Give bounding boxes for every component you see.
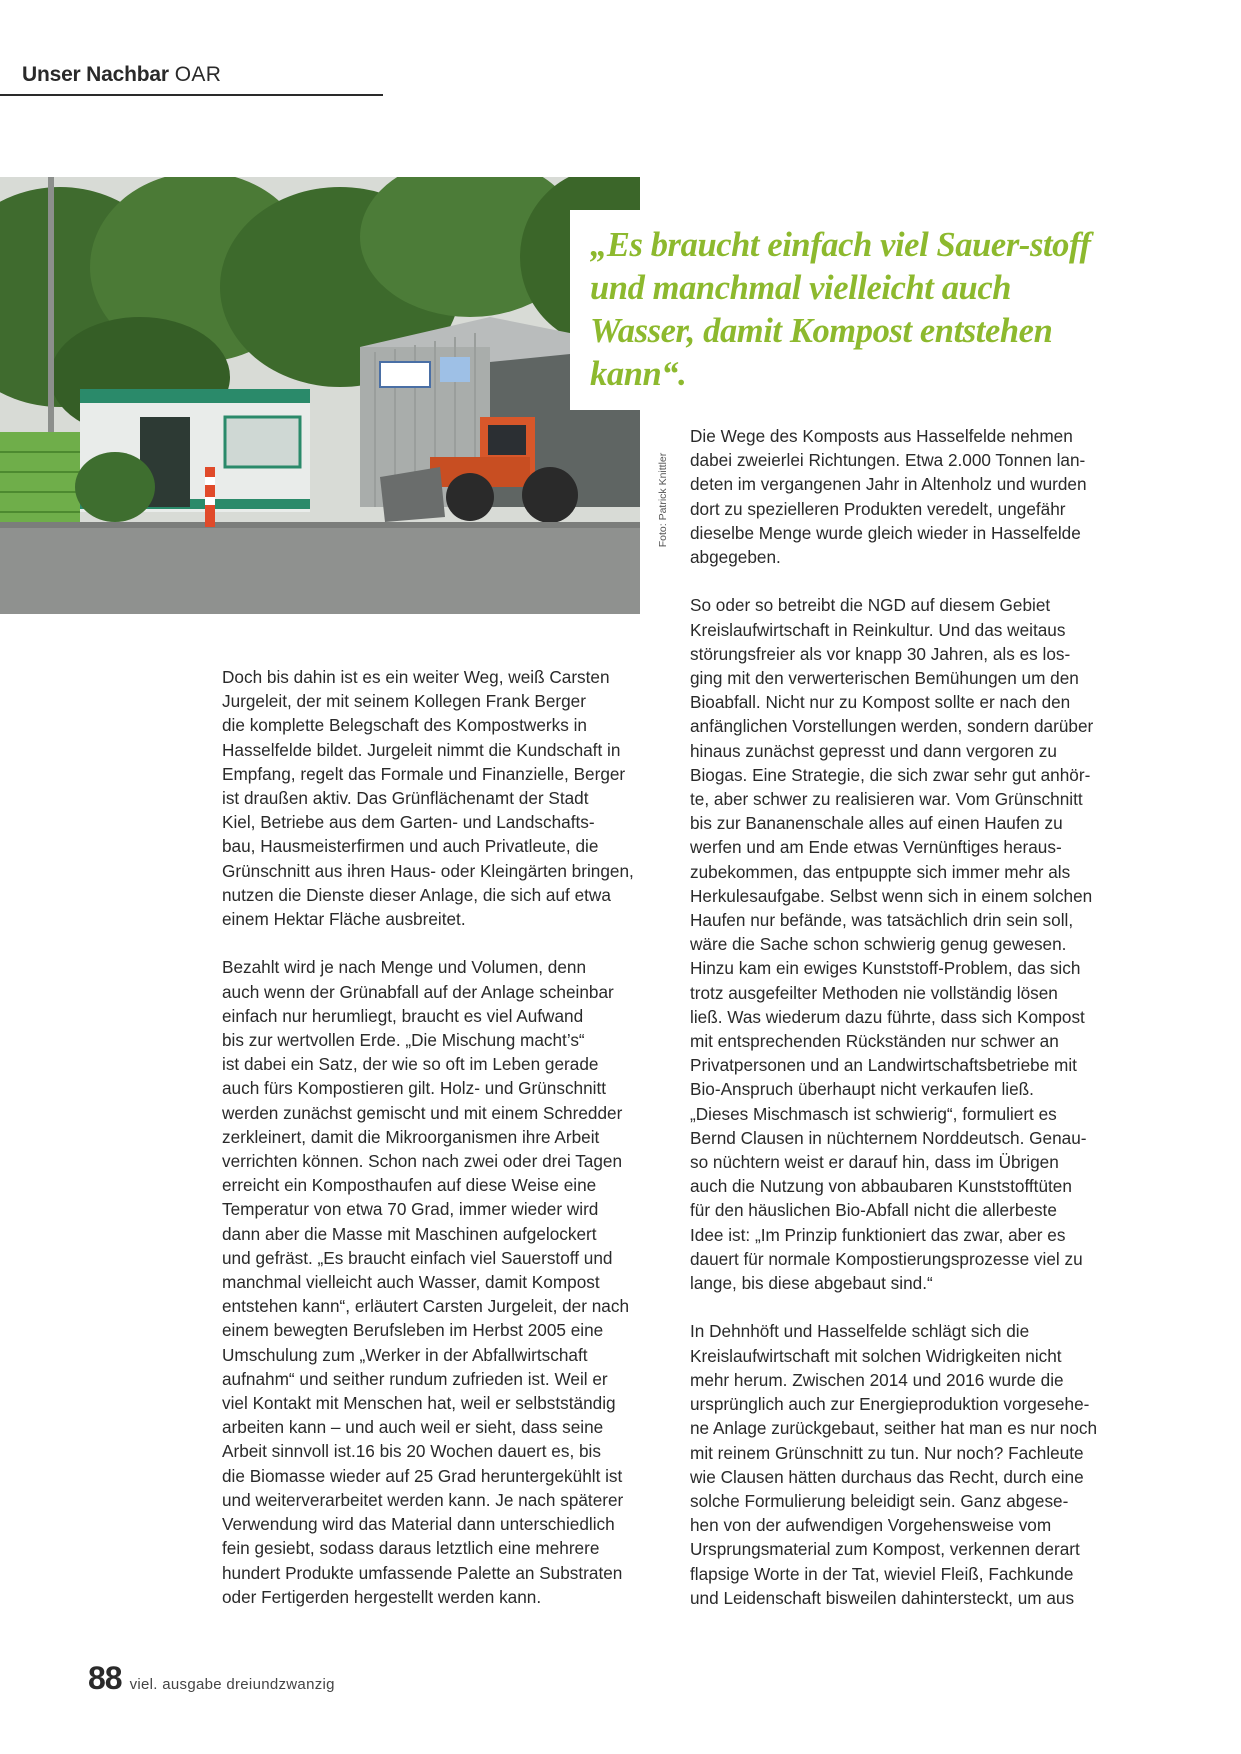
article-column-right xyxy=(690,424,1140,1634)
article-photo xyxy=(0,177,640,614)
paragraph: Doch bis dahin ist es ein weiter Weg, weiß Carsten Jurgeleit, der mit seinem Kollegen Frank Berger die komplette Belegschaft des Kompostwerks in Hasselfelde bildet. Jurgeleit nimmt die Kundschaft in Empfang, regelt das Formale und Finanzielle, Berger ist draußen aktiv. Das Grünflächenamt der Stadt Kiel, Betriebe aus dem Garten- und Landschafts- bau, Hausmeisterfirmen und auch Privatleute, die Grünschnitt aus ihren Haus- oder Kleingärten bringen, nutzen die Dienste dieser Anlage, die sich auf etwa einem Hektar Fläche ausbreitet. xyxy=(222,667,634,930)
section-subtitle: OAR xyxy=(174,63,222,86)
paragraph: Die Wege des Komposts aus Hasselfelde nehmen dabei zweierlei Richtungen. Etwa 2.000 Tonnen lan- deten im vergangenen Jahr in Altenholz und wurden dort zu spezielleren Produkten veredelt, ungefähr dieselbe Menge wurde gleich wieder in Hasselfelde abgegeben. xyxy=(690,426,1087,568)
section-title: Unser Nachbar xyxy=(22,63,169,86)
photo-credit: Foto: Patrick Knittler xyxy=(657,452,669,548)
paragraph: So oder so betreibt die NGD auf diesem Gebiet Kreislaufwirtschaft in Reinkultur. Und das weitaus störungsfreier als vor knapp 30 Jahren, als es los- ging mit den verwerterischen Bemühungen um den Bioabfall. Nicht nur zu Kompost sollte er nach den anfänglichen Vorstellungen werden, sondern darüber hinaus zunächst gepresst und dann vergoren zu Biogas. Eine Strategie, die sich zwar sehr gut anhör- te, aber schwer zu realisieren war. Vom Grünschnitt bis zur Bananenschale alles auf einen Haufen zu werfen und am Ende etwas Vernünftiges heraus- zubekommen, das entpuppte sich immer mehr als Herkulesaufgabe. Selbst wenn sich in einem solchen Haufen nur befände, was tatsächlich drin sein soll, wäre die Sache schon schwierig genug gewesen. Hinzu kam ein ewiges Kunststoff-Problem, das sich trotz ausgefeilter Methoden nie vollständig lösen ließ. Was wiederum dazu führte, dass sich Kompost mit entsprechenden Rückständen nur schwer an Privatpersonen und an Landwirtschaftsbetriebe mit Bio-Anspruch überhaupt nicht verkaufen ließ. „Dieses Mischmasch ist schwierig“, formuliert es Bernd Clausen in nüchternem Norddeutsch. Genau- so nüchtern weist er darauf hin, dass im Übrigen auch die Nutzung von abbaubaren Kunststofftüten für den häuslichen Bio-Abfall nicht die allerbeste Idee ist: „Im Prinzip funktioniert das zwar, aber es dauert für normale Kompostierungsprozesse viel zu lange, bis diese abgebaut sind.“ xyxy=(690,595,1094,1294)
magazine-issue: viel. ausgabe dreiundzwanzig xyxy=(129,1676,335,1693)
page-number: 88 xyxy=(88,1660,122,1696)
page-footer xyxy=(88,1660,335,1697)
paragraph: Bezahlt wird je nach Menge und Volumen, denn auch wenn der Grünabfall auf der Anlage scheinbar einfach nur herumliegt, braucht es viel Aufwand bis zur wertvollen Erde. „Die Mischung macht’s“ ist dabei ein Satz, der wie so oft im Leben gerade auch fürs Kompostieren gilt. Holz- und Grünschnitt werden zunächst gemischt und mit einem Schredder zerkleinert, damit die Mikroorganismen ihre Arbeit verrichten können. Schon nach zwei oder drei Tagen erreicht ein Komposthaufen auf diese Weise eine Temperatur von etwa 70 Grad, immer wieder wird dann aber die Masse mit Maschinen aufgelockert und gefräst. „Es braucht einfach viel Sauerstoff und manchmal vielleicht auch Wasser, damit Kompost entstehen kann“, erläutert Carsten Jurgeleit, der nach einem bewegten Berufsleben im Herbst 2005 eine Umschulung zum „Werker in der Abfallwirtschaft aufnahm“ und seither rundum zufrieden ist. Weil er viel Kontakt mit Menschen hat, weil er selbstständig arbeiten kann – und auch weil er sieht, dass seine Arbeit sinnvoll ist.16 bis 20 Wochen dauert es, bis die Biomasse wieder auf 25 Grad heruntergekühlt ist und weiterverarbeitet werden kann. Je nach späterer Verwendung wird das Material dann unterschiedlich fein gesiebt, sodass daraus letztlich eine mehrere hundert Produkte umfassende Palette an Substraten oder Fertigerden hergestellt werden kann. xyxy=(222,957,630,1607)
pullquote-text: „Es braucht einfach viel Sauer-stoff und manchmal vielleicht auch Wasser, damit Kompost entstehen kann“. xyxy=(590,226,1091,393)
paragraph: In Dehnhöft und Hasselfelde schlägt sich die Kreislaufwirtschaft mit solchen Widrigkeiten nicht mehr herum. Zwischen 2014 und 2016 wurde die ursprünglich auch zur Energieproduktion vorgesehe- ne Anlage zurückgebaut, seither hat man es nur noch mit reinem Grünschnitt zu tun. Nur noch? Fachleute wie Clausen hätten durchaus das Recht, durch eine solche Formulierung beleidigt sein. Ganz abgese- hen von der aufwendigen Vorgehensweise vom Ursprungsmaterial zum Kompost, verkennen derart flapsige Worte in der Tat, wieviel Fleiß, Fachkunde und Leidenschaft bisweilen dahintersteckt, um aus xyxy=(690,1321,1098,1608)
article-column-left xyxy=(222,665,677,1633)
header-rule xyxy=(0,94,383,96)
pullquote xyxy=(570,210,1110,410)
section-header xyxy=(22,64,221,85)
